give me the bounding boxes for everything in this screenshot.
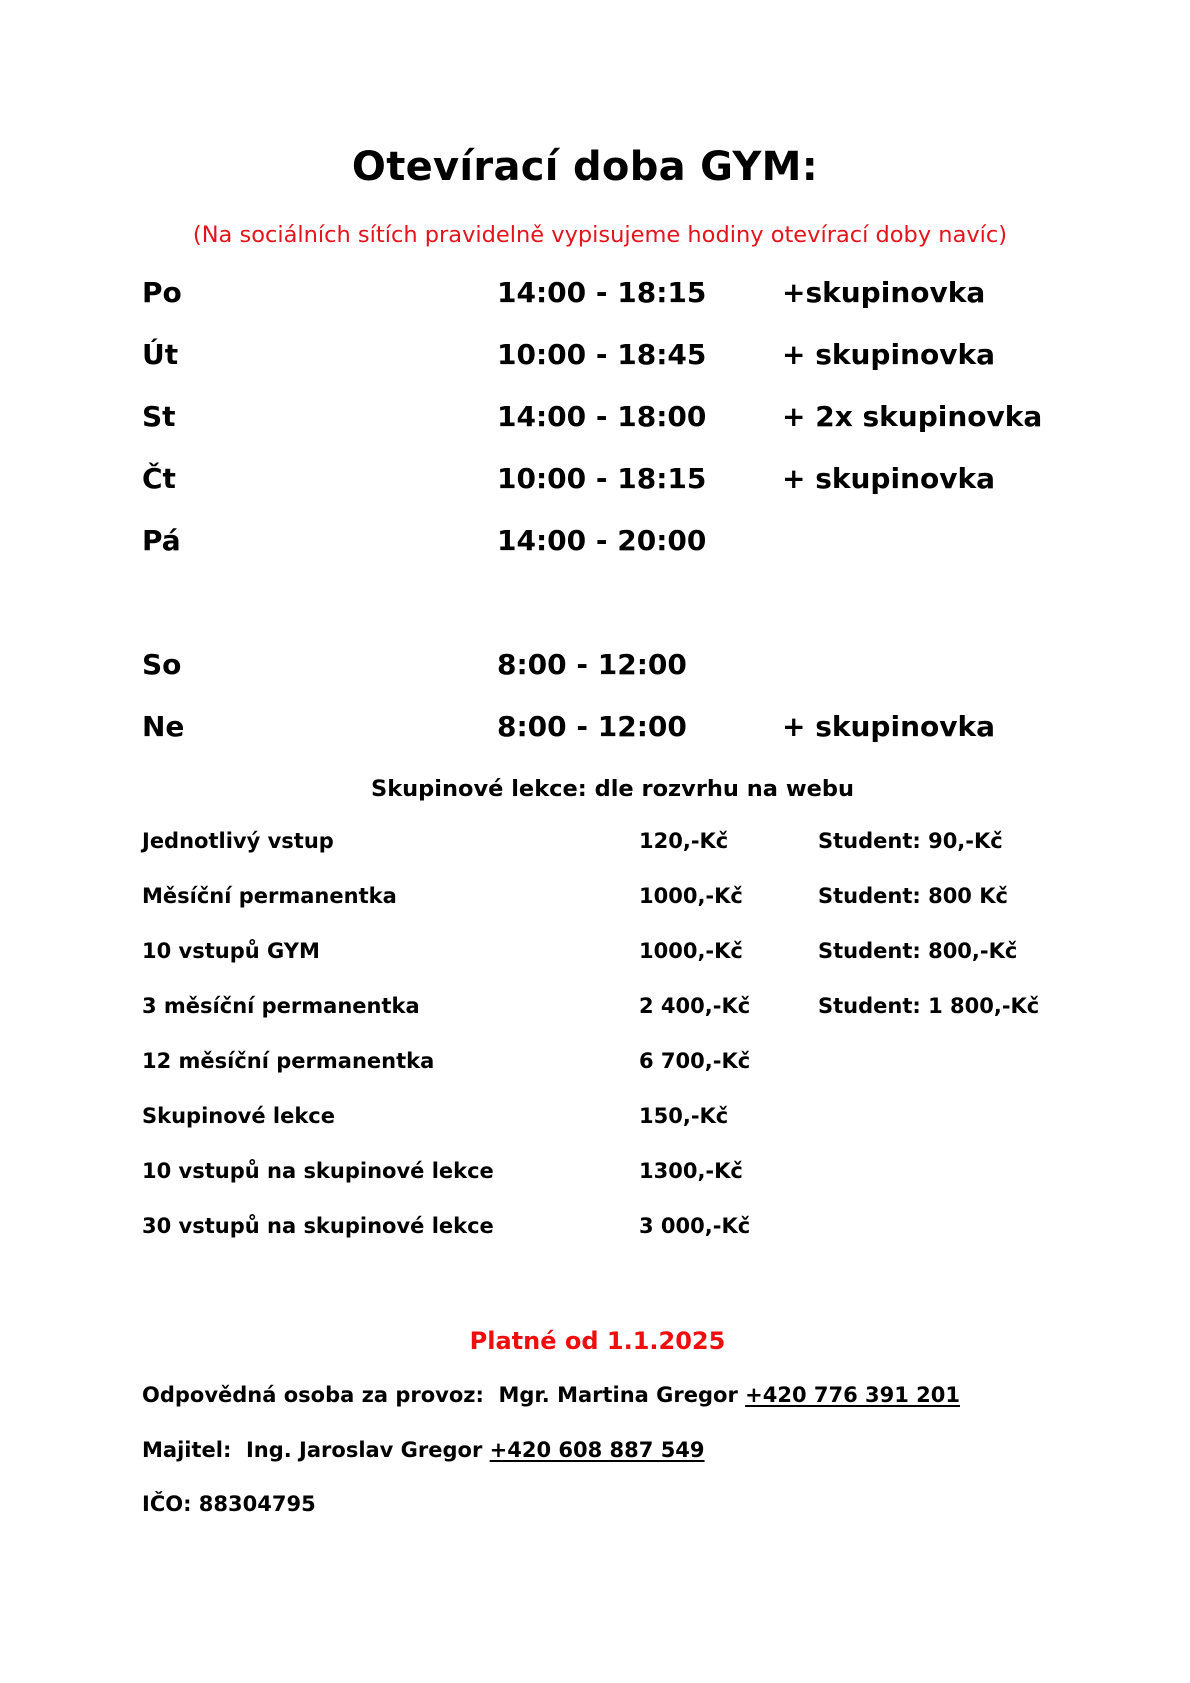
day-label: Čt: [142, 462, 176, 495]
price-item-name: 10 vstupů na skupinové lekce: [142, 1159, 494, 1183]
opening-hours: 14:00 - 18:15: [497, 276, 707, 309]
opening-hours: 8:00 - 12:00: [497, 710, 687, 743]
day-label: Pá: [142, 524, 181, 557]
price-item-name: Jednotlivý vstup: [142, 829, 334, 853]
price-row: [0, 829, 1190, 859]
group-class-note: + 2x skupinovka: [782, 400, 1043, 433]
day-label: St: [142, 400, 176, 433]
price-row: [0, 1214, 1190, 1244]
day-label: So: [142, 648, 182, 681]
price-row: [0, 1159, 1190, 1189]
price-value: 120,-Kč: [639, 829, 729, 853]
schedule-row-saturday: [0, 648, 1190, 688]
price-value: 3 000,-Kč: [639, 1214, 751, 1238]
opening-hours: 14:00 - 18:00: [497, 400, 707, 433]
price-row: [0, 1049, 1190, 1079]
schedule-row-monday: [0, 276, 1190, 316]
student-price: Student: 90,-Kč: [818, 829, 1003, 853]
day-label: Út: [142, 338, 179, 371]
social-media-note: (Na sociálních sítích pravidelně vypisujeme hodiny otevírací doby navíc): [192, 222, 1008, 248]
day-label: Ne: [142, 710, 185, 743]
price-value: 1000,-Kč: [639, 884, 743, 908]
schedule-row-tuesday: [0, 338, 1190, 378]
day-label: Po: [142, 276, 182, 309]
price-row: [0, 1104, 1190, 1134]
group-class-note: + skupinovka: [782, 338, 996, 371]
group-class-note: +skupinovka: [782, 276, 986, 309]
owner-label: Majitel: Ing. Jaroslav Gregor: [142, 1438, 490, 1462]
student-price: Student: 1 800,-Kč: [818, 994, 1040, 1018]
price-item-name: 12 měsíční permanentka: [142, 1049, 435, 1073]
price-value: 150,-Kč: [639, 1104, 729, 1128]
page-title: Otevírací doba GYM:: [351, 144, 819, 190]
price-value: 6 700,-Kč: [639, 1049, 751, 1073]
group-lessons-note: Skupinové lekce: dle rozvrhu na webu: [370, 776, 854, 802]
owner-contact: [142, 1438, 705, 1462]
price-row: [0, 939, 1190, 969]
group-class-note: + skupinovka: [782, 462, 996, 495]
opening-hours: 8:00 - 12:00: [497, 648, 687, 681]
price-item-name: 3 měsíční permanentka: [142, 994, 420, 1018]
price-item-name: Skupinové lekce: [142, 1104, 335, 1128]
schedule-row-sunday: [0, 710, 1190, 750]
schedule-row-friday: [0, 524, 1190, 564]
company-id: IČO: 88304795: [142, 1492, 316, 1516]
price-item-name: 10 vstupů GYM: [142, 939, 320, 963]
price-value: 1000,-Kč: [639, 939, 743, 963]
operator-label: Odpovědná osoba za provoz: Mgr. Martina Gregor: [142, 1383, 746, 1407]
owner-phone-link[interactable]: +420 608 887 549: [489, 1438, 705, 1462]
schedule-row-thursday: [0, 462, 1190, 502]
schedule-row-wednesday: [0, 400, 1190, 440]
price-row: [0, 884, 1190, 914]
student-price: Student: 800,-Kč: [818, 939, 1018, 963]
price-value: 1300,-Kč: [639, 1159, 743, 1183]
opening-hours: 14:00 - 20:00: [497, 524, 707, 557]
price-item-name: Měsíční permanentka: [142, 884, 397, 908]
price-item-name: 30 vstupů na skupinové lekce: [142, 1214, 494, 1238]
group-class-note: + skupinovka: [782, 710, 996, 743]
operator-phone-link[interactable]: +420 776 391 201: [745, 1383, 960, 1407]
opening-hours: 10:00 - 18:15: [497, 462, 707, 495]
student-price: Student: 800 Kč: [818, 884, 1008, 908]
price-value: 2 400,-Kč: [639, 994, 751, 1018]
opening-hours: 10:00 - 18:45: [497, 338, 707, 371]
operator-contact: [142, 1383, 960, 1407]
price-row: [0, 994, 1190, 1024]
validity-date: Platné od 1.1.2025: [469, 1327, 726, 1355]
